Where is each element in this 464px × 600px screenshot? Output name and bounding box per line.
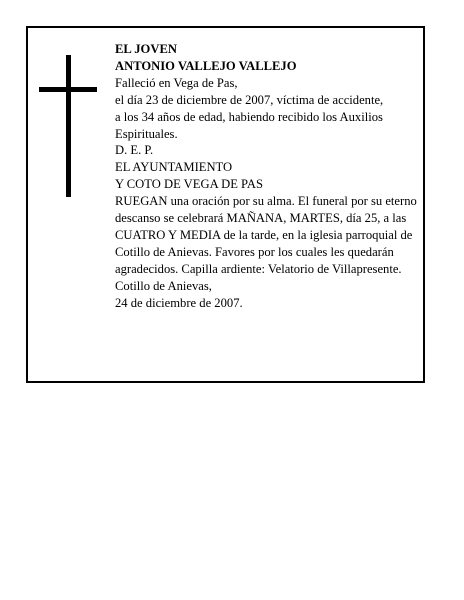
- signature-date: 24 de diciembre de 2007.: [115, 295, 243, 310]
- signature-place: Cotillo de Anievas,: [115, 278, 212, 293]
- cross-icon-bar: [39, 87, 97, 92]
- notice-body: [115, 41, 420, 312]
- rip: D. E. P.: [115, 143, 154, 158]
- heading-line-1: EL JOVEN: [115, 42, 177, 56]
- organization-line-2: Y COTO DE VEGA DE PAS: [115, 177, 263, 192]
- funeral-request-text: RUEGAN una oración por su alma. El funeral por su eterno descanso se celebrará MAÑANA, MARTES, día 25, a las CUATRO Y MEDIA de la tarde, en la iglesia parroquial de Cotillo de Anievas. Favores por los cuales les quedarán agradecidos. Capilla ardiente: Velatorio de Villapresente.: [115, 194, 417, 276]
- age-line-1: a los 34 años de edad, habiendo recibido los Auxilios: [115, 109, 383, 124]
- obituary-notice: [26, 26, 425, 383]
- death-place: Falleció en Vega de Pas,: [115, 75, 238, 90]
- organization-line-1: EL AYUNTAMIENTO: [115, 160, 233, 175]
- deceased-name: ANTONIO VALLEJO VALLEJO: [115, 58, 297, 73]
- age-line-2: Espirituales.: [115, 126, 178, 141]
- death-date: el día 23 de diciembre de 2007, víctima de accidente,: [115, 92, 384, 107]
- cross-icon: [66, 55, 71, 197]
